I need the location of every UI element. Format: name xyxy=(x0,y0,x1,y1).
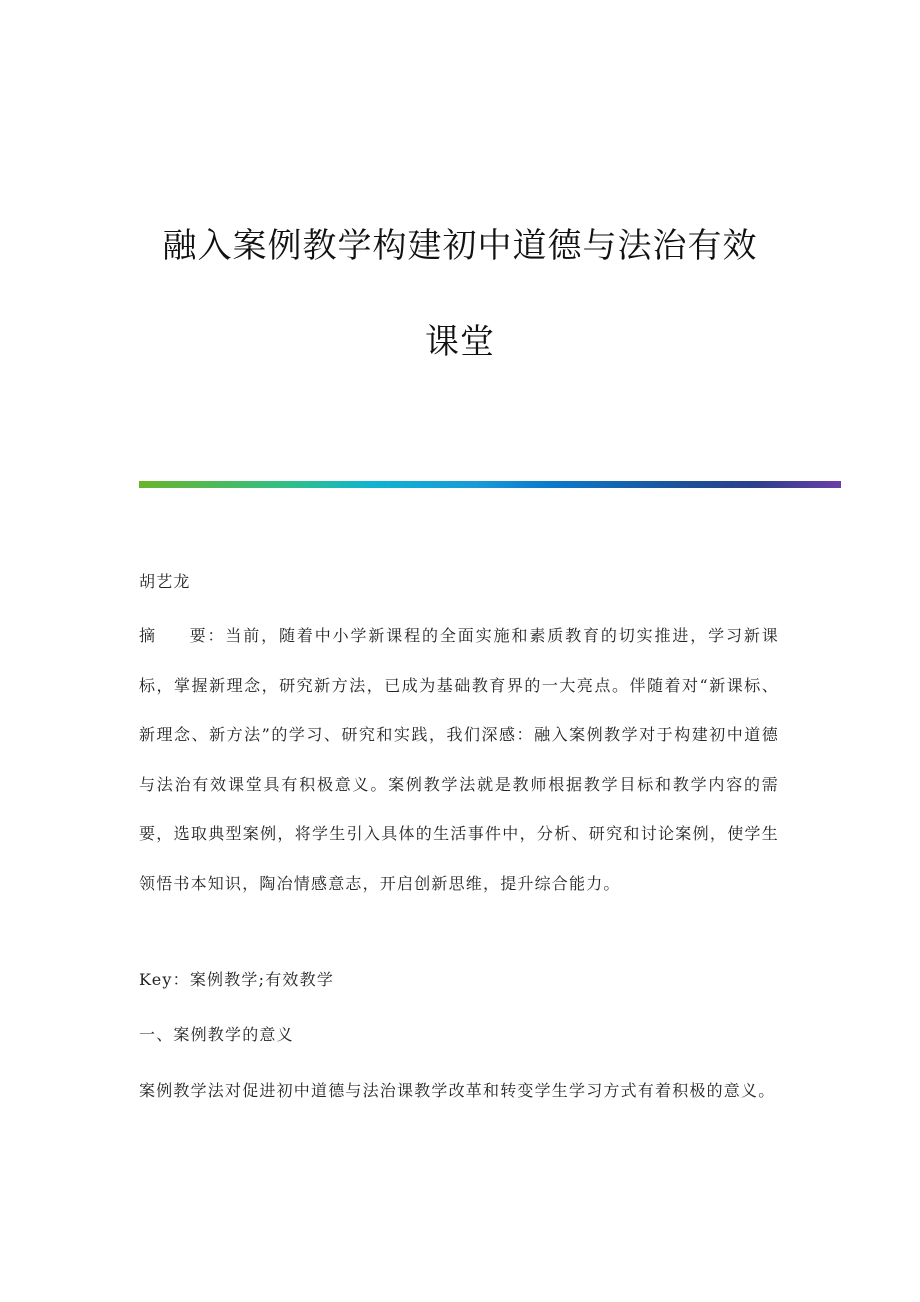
gradient-divider xyxy=(139,481,841,488)
document-title-line-2: 课堂 xyxy=(425,322,495,362)
abstract-label-a: 摘 xyxy=(139,626,157,645)
document-title-line-1: 融入案例教学构建初中道德与法治有效 xyxy=(162,226,758,266)
abstract-label-b: 要： xyxy=(188,626,226,645)
keywords-line: Key：案例教学;有效教学 xyxy=(139,970,335,989)
abstract-paragraph xyxy=(139,611,779,908)
section-1-paragraph: 案例教学法对促进初中道德与法治课教学改革和转变学生学习方式有着积极的意义。 xyxy=(139,1081,776,1100)
section-heading-1: 一、案例教学的意义 xyxy=(139,1025,294,1044)
author-name: 胡艺龙 xyxy=(139,572,191,591)
abstract-body: 当前，随着中小学新课程的全面实施和素质教育的切实推进，学习新课标，掌握新理念，研究新方法，已成为基础教育界的一大亮点。伴随着对“新课标、新理念、新方法”的学习、研究和实践，我们深感：融入案例教学对于构建初中道德与法治有效课堂具有积极意义。案例教学法就是教师根据教学目标和教学内容的需要，选取典型案例，将学生引入具体的生活事件中，分析、研究和讨论案例，使学生领悟书本知识，陶冶情感意志，开启创新思维，提升综合能力。 xyxy=(139,626,780,893)
